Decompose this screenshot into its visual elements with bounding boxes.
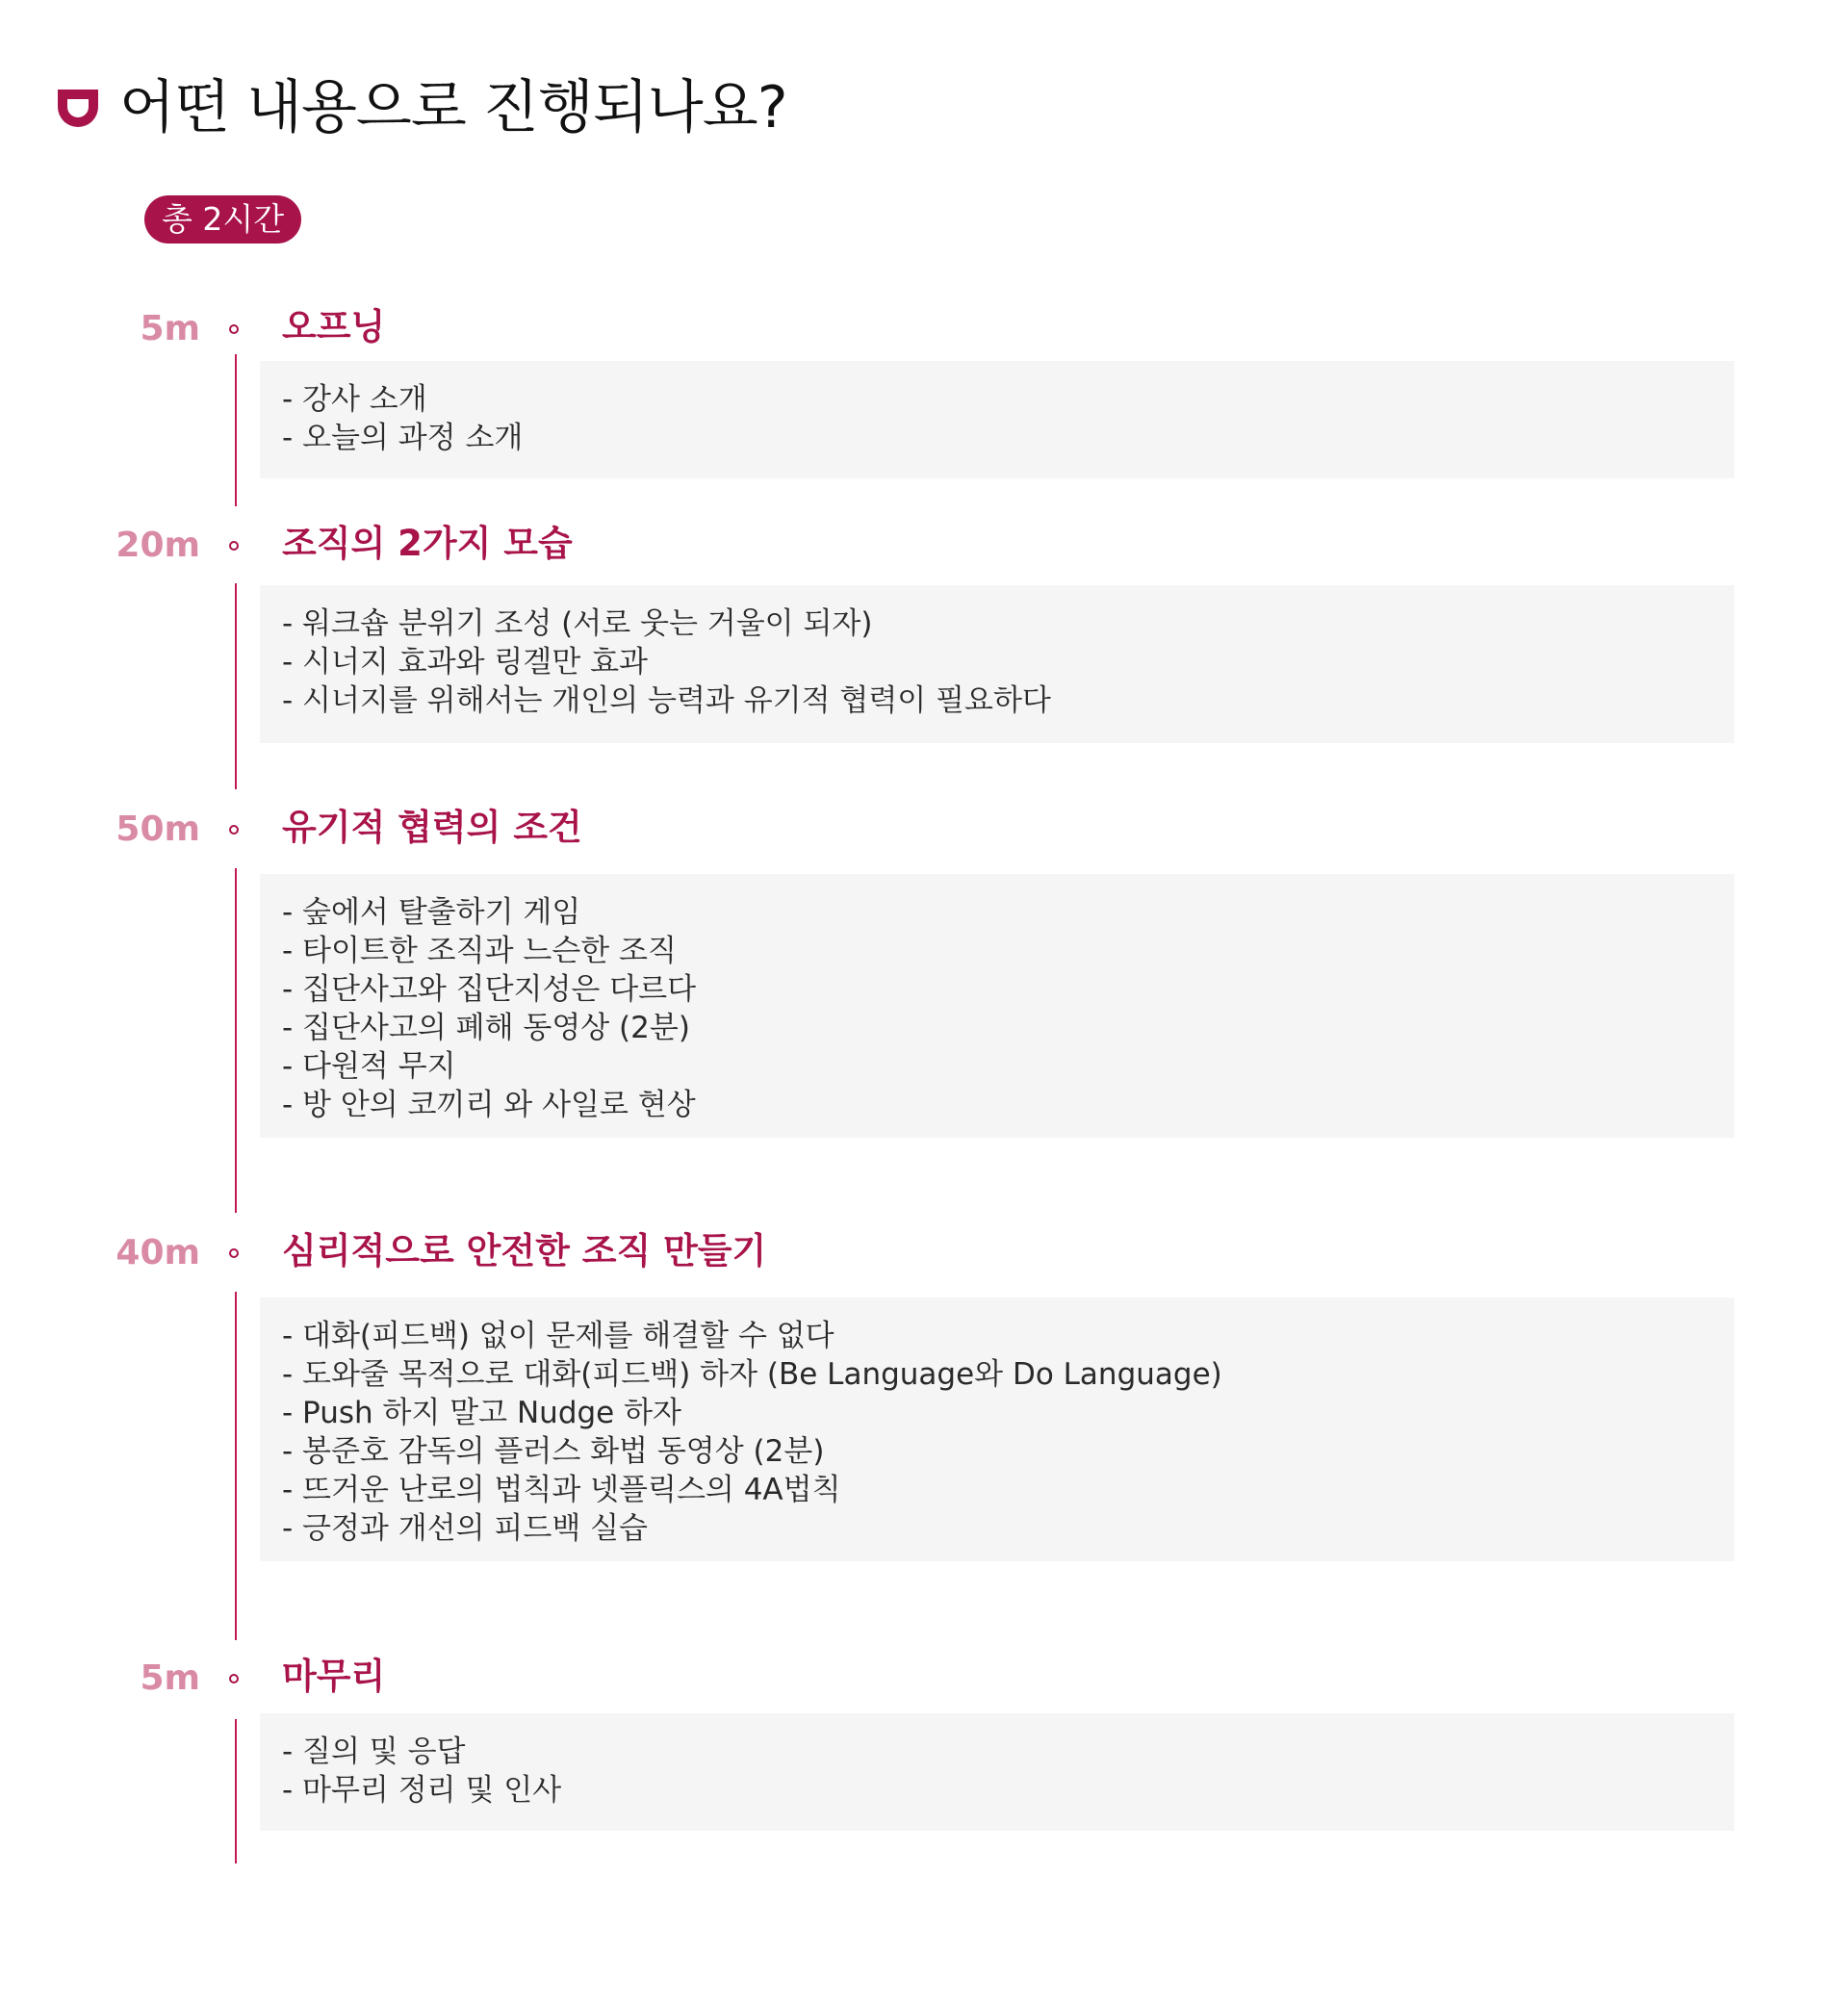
detail-item: - Push 하지 말고 Nudge 하자 [282,1396,681,1430]
section-duration: 50m [116,809,200,849]
section-duration: 5m [140,1658,200,1698]
timeline-line [235,1719,237,1863]
timeline-dot-icon [229,541,239,551]
detail-item: - 집단사고와 집단지성은 다르다 [282,972,697,1007]
detail-item: - 다원적 무지 [282,1049,456,1084]
detail-item: - 시너지를 위해서는 개인의 능력과 유기적 협력이 필요하다 [282,683,1051,718]
section-duration: 20m [116,526,200,565]
detail-item: - 강사 소개 [282,382,427,417]
section-title: 오프닝 [282,306,386,347]
detail-item: - 집단사고의 폐해 동영상 (2분) [282,1011,690,1045]
timeline-dot-icon [229,1248,239,1258]
page-header [50,69,787,146]
detail-item: - 봉준호 감독의 플러스 화법 동영상 (2분) [282,1434,825,1469]
timeline-line [235,354,237,506]
section-duration: 5m [140,309,200,348]
total-duration-badge: 총 2시간 [144,195,301,244]
timeline-line [235,868,237,1213]
section-detail-box [260,874,1734,1138]
section-detail-box [260,1713,1734,1831]
detail-item: - 뜨거운 난로의 법칙과 넷플릭스의 4A법칙 [282,1473,841,1507]
detail-item: - 타이트한 조직과 느슨한 조직 [282,934,677,968]
section-title: 심리적으로 안전한 조직 만들기 [282,1230,767,1272]
section-duration: 40m [116,1233,200,1272]
timeline-dot-icon [229,825,239,835]
detail-item: - 숲에서 탈출하기 게임 [282,895,581,930]
section-detail-box [260,585,1734,743]
detail-item: - 대화(피드백) 없이 문제를 해결할 수 없다 [282,1319,834,1353]
timeline-line [235,583,237,789]
section-detail-box [260,1297,1734,1561]
timeline-dot-icon [229,1674,239,1683]
section-title: 조직의 2가지 모습 [282,523,573,564]
detail-item: - 질의 및 응답 [282,1734,466,1769]
timeline-dot-icon [229,324,239,334]
timeline-line [235,1292,237,1640]
page-title: 어떤 내용으로 진행되나요? [119,74,787,141]
detail-item: - 방 안의 코끼리 와 사일로 현상 [282,1088,696,1122]
section-title: 유기적 협력의 조건 [282,807,582,848]
detail-item: - 워크숍 분위기 조성 (서로 웃는 거울이 되자) [282,606,873,641]
detail-item: - 긍정과 개선의 피드백 실습 [282,1511,649,1546]
detail-item: - 시너지 효과와 링겔만 효과 [282,645,649,680]
section-title: 마무리 [282,1656,386,1697]
section-detail-box [260,361,1734,478]
detail-item: - 오늘의 과정 소개 [282,421,524,455]
brand-logo-icon [50,80,106,136]
detail-item: - 도와줄 목적으로 대화(피드백) 하자 (Be Language와 Do Language) [282,1357,1222,1392]
detail-item: - 마무리 정리 및 인사 [282,1773,562,1808]
